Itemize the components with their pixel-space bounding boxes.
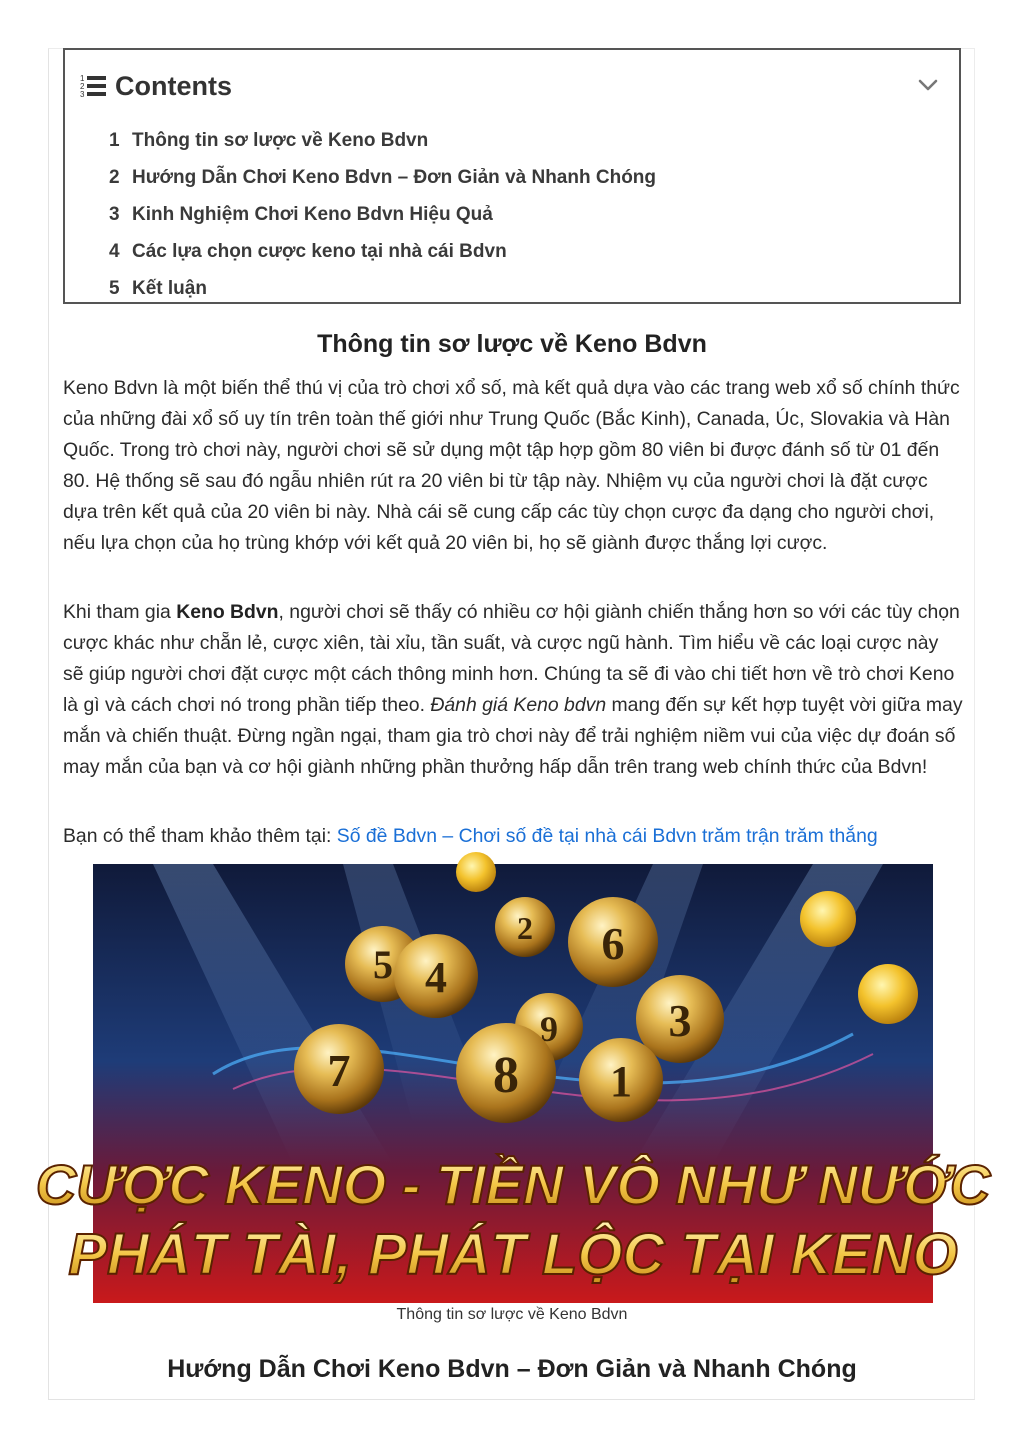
keno-ball-number: 2 <box>517 910 533 946</box>
toc-header <box>79 68 232 104</box>
keno-hero-image <box>35 864 991 1303</box>
chevron-down-icon[interactable] <box>917 76 939 94</box>
section-heading-overview: Thông tin sơ lược về Keno Bdvn <box>317 330 707 358</box>
toc-item-label[interactable]: Các lựa chọn cược keno tại nhà cái Bdvn <box>132 240 507 262</box>
toc-item-number: 2 <box>109 166 120 188</box>
paragraph-reference <box>63 821 963 852</box>
paragraph-text: Khi tham gia <box>63 601 177 623</box>
toc-item-number: 5 <box>109 277 120 299</box>
toc-item-5[interactable] <box>109 270 656 307</box>
paragraph-details <box>63 597 963 783</box>
keno-ball-number: 6 <box>601 918 625 969</box>
reference-link[interactable]: Số đề Bdvn – Chơi số đề tại nhà cái Bdvn trăm trận trăm thắng <box>336 825 878 847</box>
svg-text:2: 2 <box>80 82 85 91</box>
toc-title: Contents <box>115 70 232 101</box>
keno-ball-number: 5 <box>373 942 393 987</box>
toc-item-number: 4 <box>109 240 120 262</box>
banner-line-2: PHÁT TÀI, PHÁT LỘC TẠI KENO <box>68 1222 958 1287</box>
paragraph-text: mang đến sự kết hợp tuyệt vời giữa may mắn và chiến thuật. Đừng ngần ngại, tham gia trò chơi này để trải nghiệm niềm vui của việc dự đoán số may mắn của bạn và cơ hội giành những phần thưởng hấp dẫn trên trang web chính thức của Bdvn! <box>63 694 963 778</box>
paragraph-text: , người chơi sẽ thấy có nhiều cơ hội giành chiến thắng hơn so với các tùy chọn cược khác như chẵn lẻ, cược xiên, tài xỉu, tần suất, và cược ngũ hành. Tìm hiểu về các loại cược này sẽ giúp người chơi đặt cược một cách thông minh hơn. Chúng ta sẽ đi vào chi tiết hơn về trò chơi Keno là gì và cách chơi nó trong phần tiếp theo. <box>63 601 960 716</box>
bold-keyword: Keno Bdvn <box>176 601 279 623</box>
toc-item-4[interactable] <box>109 233 656 270</box>
keno-ball-number: 8 <box>493 1047 519 1104</box>
keno-ball-number: 7 <box>327 1045 351 1096</box>
image-caption: Thông tin sơ lược về Keno Bdvn <box>396 1306 628 1323</box>
svg-text:3: 3 <box>80 90 85 99</box>
italic-keyword: Đánh giá Keno bdvn <box>430 694 607 716</box>
keno-ball-number: 9 <box>540 1009 558 1049</box>
toc-list <box>109 122 656 307</box>
keno-ball-number: 3 <box>668 995 692 1046</box>
svg-text:1: 1 <box>80 74 85 83</box>
table-of-contents <box>63 48 961 304</box>
toc-item-label[interactable]: Thông tin sơ lược về Keno Bdvn <box>132 129 429 151</box>
section-heading-guide: Hướng Dẫn Chơi Keno Bdvn – Đơn Giản và Nhanh Chóng <box>167 1355 857 1383</box>
toc-item-1[interactable] <box>109 122 656 159</box>
keno-ball-number: 4 <box>425 953 447 1002</box>
paragraph-intro: Keno Bdvn là một biến thể thú vị của trò chơi xổ số, mà kết quả dựa vào các trang web xổ số chính thức của những đài xổ số uy tín trên toàn thế giới như Trung Quốc (Bắc Kinh), Canada, Úc, Slovakia và Hàn Quốc. Trong trò chơi này, người chơi sẽ sử dụng một tập hợp gồm 80 viên bi được đánh số từ 01 đến 80. Hệ thống sẽ sau đó ngẫu nhiên rút ra 20 viên bi từ tập này. Nhiệm vụ của người chơi là đặt cược dựa trên kết quả của 20 viên bi này. Nhà cái sẽ cung cấp các tùy chọn cược đa dạng cho người chơi, nếu lựa chọn của họ trùng khớp với kết quả 20 viên bi, họ sẽ giành được thắng lợi cược. <box>63 377 960 554</box>
keno-ball-number: 1 <box>610 1057 632 1106</box>
toc-item-number: 3 <box>109 203 120 225</box>
toc-item-3[interactable] <box>109 196 656 233</box>
numbered-list-icon <box>79 72 107 100</box>
toc-item-label[interactable]: Hướng Dẫn Chơi Keno Bdvn – Đơn Giản và Nhanh Chóng <box>132 166 657 188</box>
toc-item-number: 1 <box>109 129 120 151</box>
toc-item-label[interactable]: Kinh Nghiệm Chơi Keno Bdvn Hiệu Quả <box>132 203 493 225</box>
toc-item-2[interactable] <box>109 159 656 196</box>
reference-prefix: Bạn có thể tham khảo thêm tại: <box>63 825 337 847</box>
banner-line-1: CƯỢC KENO - TIỀN VÔ NHƯ NƯỚC <box>35 1153 991 1216</box>
toc-item-label[interactable]: Kết luận <box>132 277 207 299</box>
